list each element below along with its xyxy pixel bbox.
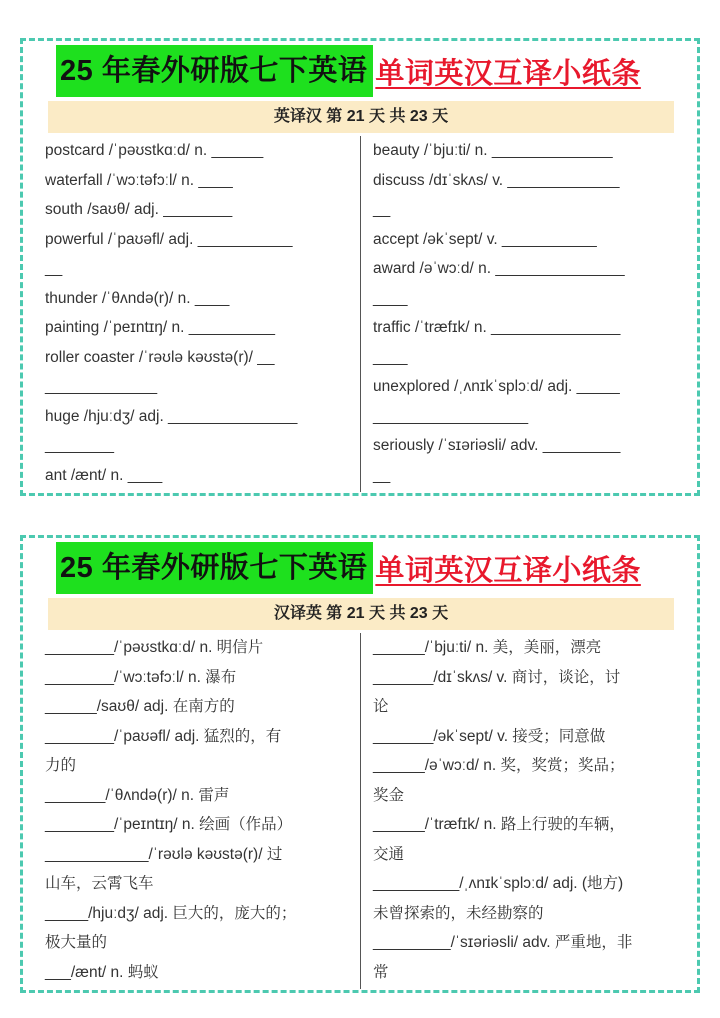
card-title (56, 542, 641, 594)
word-line: ______/əˈwɔːd/ n. 奖，奖赏；奖品； (373, 757, 625, 774)
word-line: huge /hjuːdʒ/ adj. _______________ (45, 407, 298, 425)
right-column (373, 633, 683, 987)
word-line: roller coaster /ˈrəʊlə kəʊstə(r)/ __ (45, 348, 275, 366)
word-line: ________ (45, 437, 114, 454)
word-line: discuss /dɪˈskʌs/ v. _____________ (373, 171, 620, 189)
word-line: __ (373, 201, 391, 218)
word-line: ______/ˈtræfɪk/ n. 路上行驶的车辆， (373, 816, 625, 833)
word-line: ______/saʊθ/ adj. 在南方的 (45, 698, 235, 715)
word-line: __ (45, 260, 63, 277)
word-line: ____ (373, 289, 408, 307)
word-line: postcard /ˈpəʊstkɑːd/ n. ______ (45, 142, 264, 159)
word-line: 未曾探索的，未经勘察的 (373, 904, 544, 922)
left-column (45, 633, 345, 987)
word-line: _______/əkˈsept/ v. 接受；同意做 (373, 727, 606, 745)
word-line: ___/ænt/ n. 蚂蚁 (45, 963, 159, 981)
word-line: traffic /ˈtræfɪk/ n. _______________ (373, 319, 621, 336)
word-line: seriously /ˈsɪəriəsli/ adv. _________ (373, 437, 621, 454)
word-line: powerful /ˈpaʊəfl/ adj. ___________ (45, 230, 293, 248)
word-line: award /əˈwɔːd/ n. _______________ (373, 260, 625, 277)
word-line: thunder /ˈθʌndə(r)/ n. ____ (45, 289, 230, 307)
word-line: south /saʊθ/ adj. ________ (45, 201, 233, 218)
word-line: 常 (373, 963, 389, 981)
word-line: ____ (373, 348, 408, 366)
worksheet-card-zh-to-en (20, 535, 700, 993)
right-column (373, 136, 683, 490)
word-line: ant /ænt/ n. ____ (45, 466, 163, 484)
left-column (45, 136, 345, 490)
word-line: _______/dɪˈskʌs/ v. 商讨，谈论，讨 (373, 668, 621, 686)
card-subtitle: 英译汉 第 21 天 共 23 天 (48, 101, 674, 133)
word-line: 奖金 (373, 786, 405, 804)
word-line: ________/ˈwɔːtəfɔːl/ n. 瀑布 (45, 668, 237, 686)
word-line: _______/ˈθʌndə(r)/ n. 雷声 (45, 786, 230, 804)
word-line: unexplored /ˌʌnɪkˈsplɔːd/ adj. _____ (373, 378, 620, 395)
title-green-part: 25 年春外研版七下英语 (56, 45, 373, 97)
word-line: painting /ˈpeɪntɪŋ/ n. __________ (45, 319, 275, 336)
word-line: ________/ˈpəʊstkɑːd/ n. 明信片 (45, 639, 264, 656)
word-line: ______/ˈbjuːti/ n. 美，美丽，漂亮 (373, 639, 602, 656)
word-line: waterfall /ˈwɔːtəfɔːl/ n. ____ (45, 171, 233, 189)
word-line: ________/ˈpaʊəfl/ adj. 猛烈的，有 (45, 727, 282, 745)
word-line: beauty /ˈbjuːti/ n. ______________ (373, 142, 613, 159)
word-line: _____/hjuːdʒ/ adj. 巨大的，庞大的； (45, 904, 297, 922)
word-line: 山车，云霄飞车 (45, 875, 154, 892)
word-line: __________/ˌʌnɪkˈsplɔːd/ adj. (地方) (373, 875, 624, 892)
word-line: ________/ˈpeɪntɪŋ/ n. 绘画（作品） (45, 816, 293, 833)
word-line: accept /əkˈsept/ v. ___________ (373, 230, 597, 248)
word-line: 论 (373, 698, 389, 715)
column-divider (360, 136, 361, 492)
worksheet-card-en-to-zh (20, 38, 700, 496)
word-line: _________/ˈsɪəriəsli/ adv. 严重地，非 (373, 934, 633, 951)
column-divider (360, 633, 361, 989)
card-title (56, 45, 641, 97)
title-red-part: 单词英汉互译小纸条 (375, 57, 641, 90)
title-green-part: 25 年春外研版七下英语 (56, 542, 373, 594)
word-line: 力的 (45, 757, 77, 774)
card-subtitle: 汉译英 第 21 天 共 23 天 (48, 598, 674, 630)
word-line: 交通 (373, 845, 405, 863)
title-red-part: 单词英汉互译小纸条 (375, 554, 641, 587)
word-line: __________________ (373, 407, 529, 425)
word-line: 极大量的 (45, 934, 108, 951)
word-line: __ (373, 466, 391, 484)
word-line: ____________/ˈrəʊlə kəʊstə(r)/ 过 (45, 845, 283, 863)
word-line: _____________ (45, 378, 158, 395)
